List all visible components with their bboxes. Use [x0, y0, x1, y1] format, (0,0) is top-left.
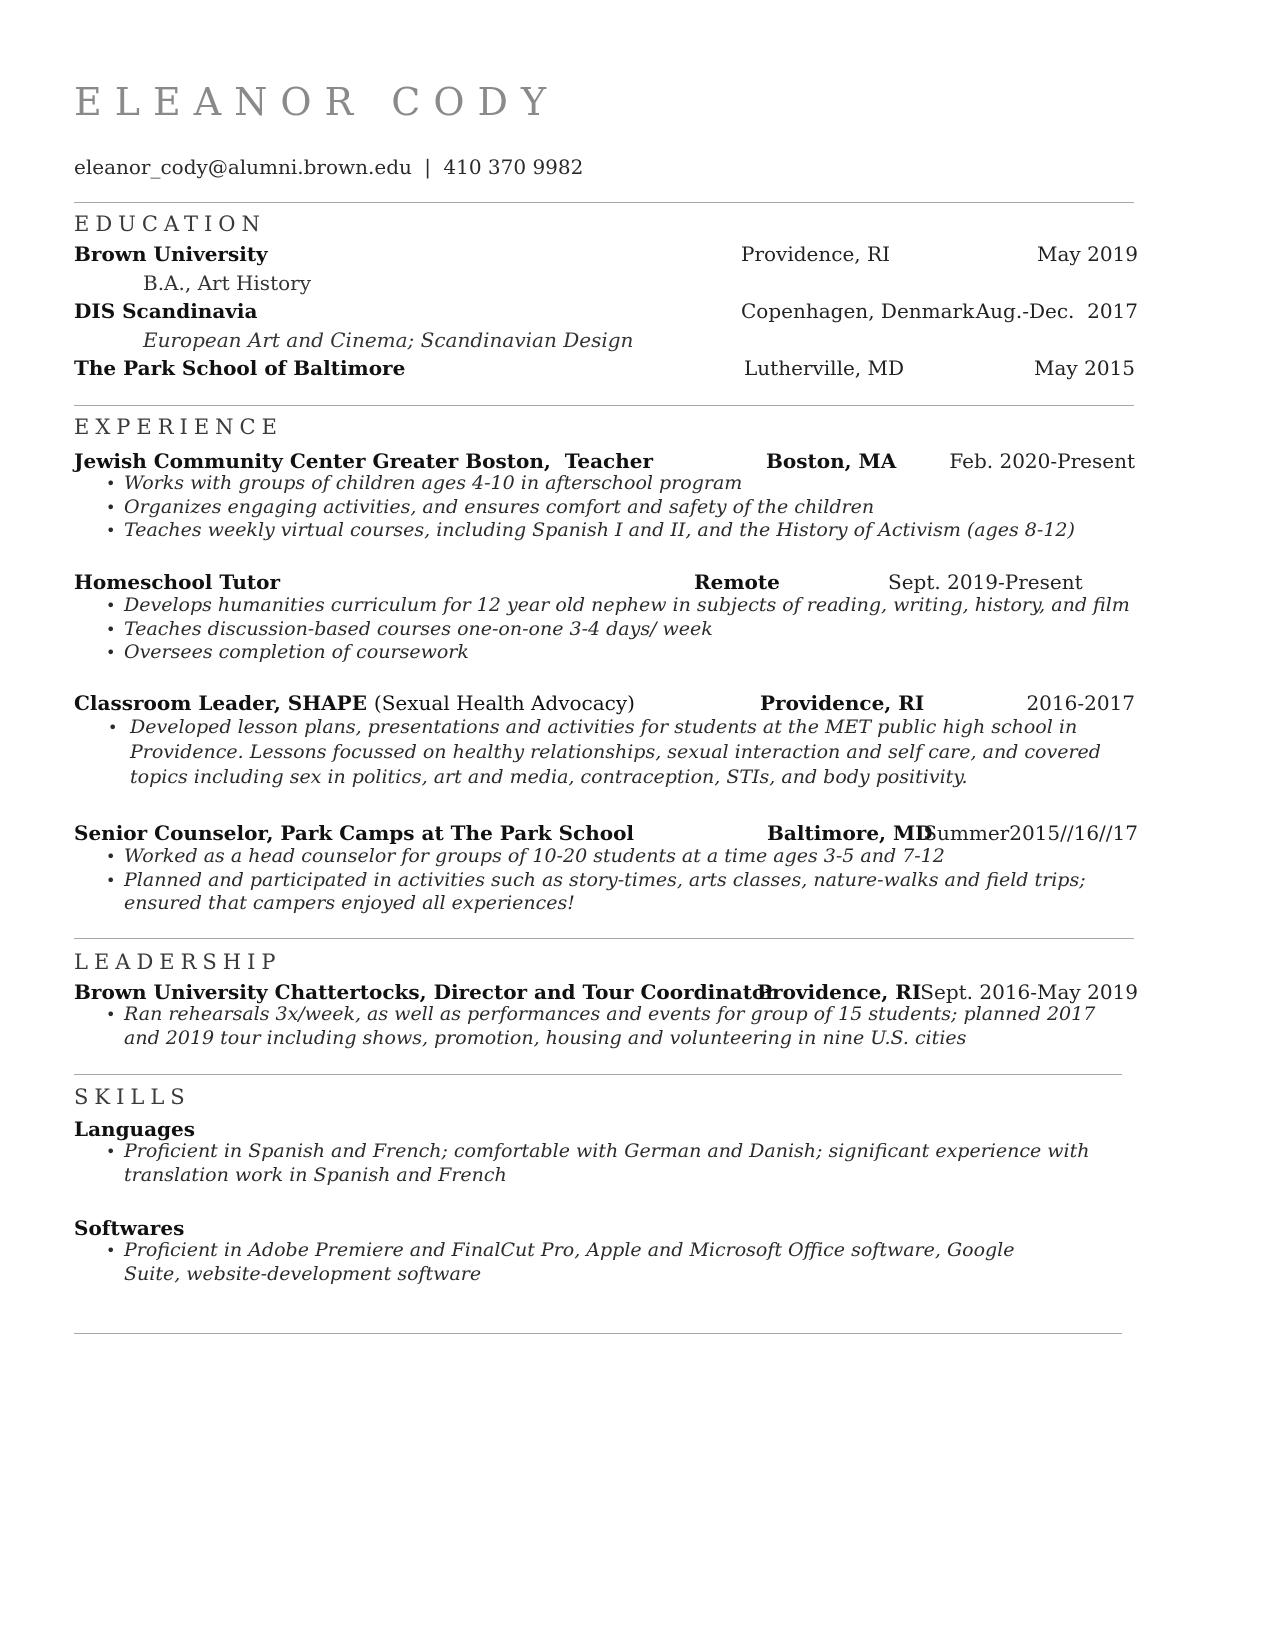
skills-heading: SKILLS	[74, 1085, 191, 1109]
skills-group-title: Softwares	[74, 1216, 185, 1240]
bullet-item: • Developed lesson plans, presentations and activities for students at the MET public high school in Providence. Lessons focussed on healthy relationships, sexual interaction and self care, and covered topics including sex in politics, art and media, contraception, STIs, and body positivity.	[106, 715, 1141, 790]
experience-date: Sept. 2019-Present	[888, 570, 1083, 594]
leadership-bullets	[106, 1003, 1106, 1050]
education-heading: EDUCATION	[74, 212, 266, 236]
education-detail: B.A., Art History	[143, 271, 312, 295]
experience-location: Baltimore, MD	[767, 821, 933, 845]
education-date: May 2015	[1034, 356, 1135, 380]
experience-org: Homeschool Tutor	[74, 570, 281, 594]
phone-number: 410 370 9982	[443, 155, 584, 179]
leadership-org: Brown University Chattertocks, Director and Tour Coordinator	[74, 980, 776, 1004]
education-org: Brown University	[74, 242, 268, 266]
leadership-heading: LEADERSHIP	[74, 950, 282, 974]
education-location: Lutherville, MD	[744, 356, 905, 380]
education-detail: European Art and Cinema; Scandinavian Design	[143, 328, 634, 352]
contact-line	[74, 155, 583, 179]
bullet-item: • Proficient in Adobe Premiere and FinalCut Pro, Apple and Microsoft Office software, Google Suite, website-development software	[106, 1239, 1056, 1286]
bullet-item: • Oversees completion of coursework	[106, 641, 1136, 665]
leadership-location: Providence, RI	[757, 980, 922, 1004]
resume-name: ELEANOR CODY	[74, 80, 560, 124]
experience-bullets	[106, 845, 1091, 916]
experience-org: Jewish Community Center Greater Boston, Teacher	[74, 449, 654, 473]
education-org: The Park School of Baltimore	[74, 356, 406, 380]
bullet-item: • Organizes engaging activities, and ensures comfort and safety of the children	[106, 496, 1136, 520]
education-date: May 2019	[1037, 242, 1138, 266]
experience-bullets	[106, 594, 1136, 665]
contact-separator: |	[424, 155, 432, 179]
leadership-date: Sept. 2016-May 2019	[920, 980, 1138, 1004]
divider	[74, 1333, 1122, 1334]
experience-date: 2016-2017	[1026, 691, 1135, 715]
skills-bullets	[106, 1239, 1056, 1286]
bullet-item: • Teaches discussion-based courses one-on-one 3-4 days/ week	[106, 618, 1136, 642]
experience-org	[74, 691, 635, 715]
experience-location: Boston, MA	[766, 449, 897, 473]
experience-heading: EXPERIENCE	[74, 415, 283, 439]
experience-location: Providence, RI	[760, 691, 925, 715]
bullet-item: • Develops humanities curriculum for 12 year old nephew in subjects of reading, writing, history, and film	[106, 594, 1136, 618]
divider	[74, 405, 1134, 406]
bullet-item: • Works with groups of children ages 4-10 in afterschool program	[106, 472, 1136, 496]
experience-org: Senior Counselor, Park Camps at The Park School	[74, 821, 635, 845]
divider	[74, 938, 1134, 939]
divider	[74, 202, 1134, 203]
education-location: Providence, RI	[741, 242, 890, 266]
experience-date: Summer2015//16//17	[923, 821, 1138, 845]
skills-group-title: Languages	[74, 1117, 196, 1141]
skills-bullets	[106, 1140, 1141, 1187]
experience-date: Feb. 2020-Present	[949, 449, 1135, 473]
email-link[interactable]: eleanor_cody@alumni.brown.edu	[74, 155, 412, 179]
experience-bullets	[106, 472, 1136, 543]
bullet-item: • Worked as a head counselor for groups of 10-20 students at a time ages 3-5 and 7-12	[106, 845, 1091, 869]
experience-org-title: Classroom Leader, SHAPE	[74, 691, 367, 715]
bullet-item: • Planned and participated in activities such as story-times, arts classes, nature-walks and field trips; ensured that campers enjoyed all experiences!	[106, 869, 1091, 916]
education-org: DIS Scandinavia	[74, 299, 258, 323]
education-location: Copenhagen, Denmark	[741, 299, 975, 323]
experience-org-suffix: (Sexual Health Advocacy)	[373, 691, 635, 715]
bullet-item: • Teaches weekly virtual courses, including Spanish I and II, and the History of Activism (ages 8-12)	[106, 519, 1136, 543]
experience-location: Remote	[694, 570, 780, 594]
bullet-item: • Proficient in Spanish and French; comfortable with German and Danish; significant experience with translation work in Spanish and French	[106, 1140, 1141, 1187]
bullet-item: • Ran rehearsals 3x/week, as well as performances and events for group of 15 students; planned 2017 and 2019 tour including shows, promotion, housing and volunteering in nine U.S. cities	[106, 1003, 1106, 1050]
education-date: Aug.-Dec. 2017	[975, 299, 1138, 323]
divider	[74, 1074, 1122, 1075]
experience-bullets	[106, 715, 1141, 790]
